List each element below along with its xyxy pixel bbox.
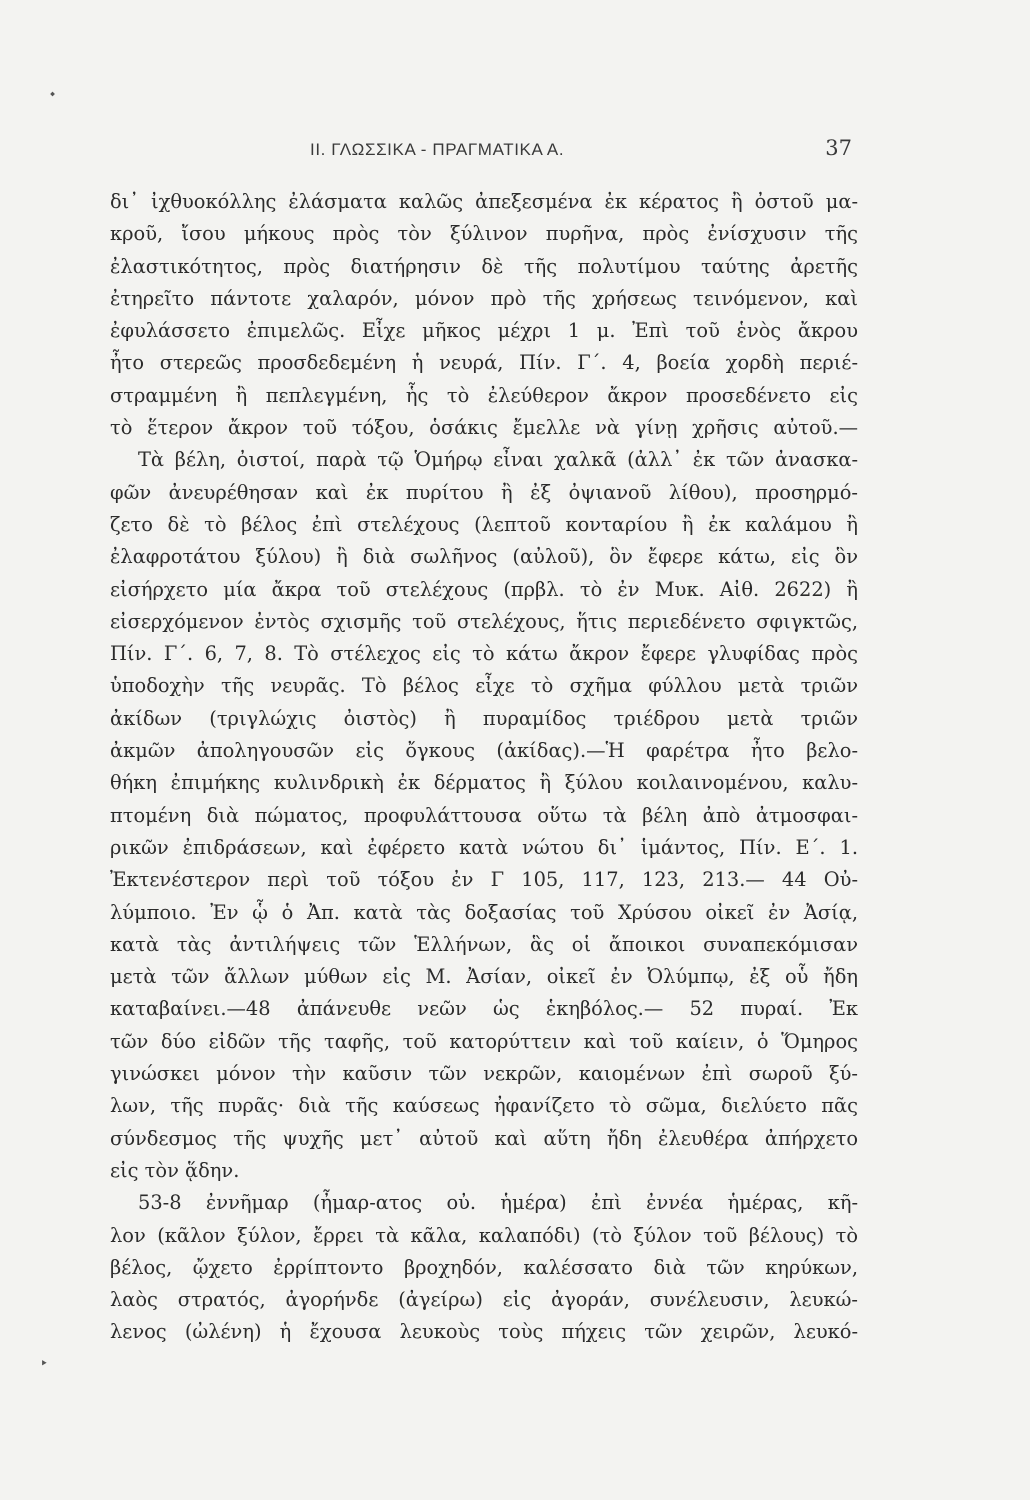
text-line: ἐλαστικότητος, πρὸς διατήρησιν δὲ τῆς πολυτίμου ταύτης ἀρετῆς xyxy=(110,254,858,278)
text-line: ἀκίδων (τριγλώχις ὀιστὸς) ἢ πυραμίδος τριέδρου μετὰ τριῶν xyxy=(110,706,858,730)
body-text xyxy=(110,186,858,1349)
text-line: 53-8 ἐννῆμαρ (ἦμαρ-ατος οὐ. ἡμέρα) ἐπὶ ἐννέα ἡμέρας, κῆ- xyxy=(138,1191,858,1215)
margin-mark-icon: ⬩ xyxy=(50,86,56,102)
text-line: γινώσκει μόνον τὴν καῦσιν τῶν νεκρῶν, καιομένων ἐπὶ σωροῦ ξύ- xyxy=(110,1062,858,1086)
running-head: II. ΓΛΩΣΣΙΚΑ - ΠΡΑΓΜΑΤΙΚΑ Α. xyxy=(310,140,565,159)
text-line: ἦτο στερεῶς προσδεδεμένη ἡ νευρά, Πίν. Γ΄. 4, βοεία χορδὴ περιέ- xyxy=(110,351,858,375)
text-line: λαὸς στρατός, ἀγορήνδε (ἀγείρω) εἰς ἀγοράν, συνέλευσιν, λευκώ- xyxy=(110,1288,858,1312)
margin-mark-icon: ‣ xyxy=(40,1356,49,1372)
text-line: σύνδεσμος τῆς ψυχῆς μετ᾽ αὐτοῦ καὶ αὕτη ἤδη ἐλευθέρα ἀπήρχετο xyxy=(110,1126,858,1150)
text-line: εἰσερχόμενον ἐντὸς σχισμῆς τοῦ στελέχους, ἥτις περιεδένετο σφιγκτῶς, xyxy=(110,609,858,633)
text-line: Τὰ βέλη, ὀιστοί, παρὰ τῷ Ὁμήρῳ εἶναι χαλκᾶ (ἀλλ᾽ ἐκ τῶν ἀνασκα- xyxy=(138,448,858,472)
text-line: λύμποιο. Ἐν ᾧ ὁ Ἀπ. κατὰ τὰς δοξασίας τοῦ Χρύσου οἰκεῖ ἐν Ἀσίᾳ, xyxy=(110,900,858,924)
text-line: ἐλαφροτάτου ξύλου) ἢ διὰ σωλῆνος (αὐλοῦ), ὃν ἔφερε κάτω, εἰς ὃν xyxy=(110,545,858,569)
text-line: ζετο δὲ τὸ βέλος ἐπὶ στελέχους (λεπτοῦ κονταρίου ἢ ἐκ καλάμου ἢ xyxy=(110,512,858,536)
page-header xyxy=(110,136,852,170)
text-line: καταβαίνει.—48 ἀπάνευθε νεῶν ὡς ἑκηβόλος.— 52 πυραί. Ἐκ xyxy=(110,997,858,1021)
text-line: λων, τῆς πυρᾶς· διὰ τῆς καύσεως ἠφανίζετο τὸ σῶμα, διελύετο πᾶς xyxy=(110,1094,858,1118)
text-line: εἰσήρχετο μία ἄκρα τοῦ στελέχους (πρβλ. τὸ ἐν Μυκ. Αἰθ. 2622) ἢ xyxy=(110,577,858,601)
text-line: δι᾽ ἰχθυοκόλλης ἐλάσματα καλῶς ἀπεξεσμένα ἐκ κέρατος ἢ ὀστοῦ μα- xyxy=(110,190,858,213)
text-line: φῶν ἀνευρέθησαν καὶ ἐκ πυρίτου ἢ ἐξ ὀψιανοῦ λίθου), προσηρμό- xyxy=(110,480,858,504)
text-line: Πίν. Γ΄. 6, 7, 8. Τὸ στέλεχος εἰς τὸ κάτω ἄκρον ἔφερε γλυφίδας πρὸς xyxy=(110,642,858,666)
text-line: βέλος, ᾤχετο ἐρρίπτοντο βροχηδόν, καλέσσατο διὰ τῶν κηρύκων, xyxy=(110,1255,858,1279)
text-line: εἰς τὸν ᾅδην. xyxy=(110,1158,240,1182)
text-line: μετὰ τῶν ἄλλων μύθων εἰς Μ. Ἀσίαν, οἰκεῖ ἐν Ὀλύμπῳ, ἐξ οὗ ἤδη xyxy=(110,965,858,989)
text-line: ἐφυλάσσετο ἐπιμελῶς. Εἶχε μῆκος μέχρι 1 μ. Ἐπὶ τοῦ ἑνὸς ἄκρου xyxy=(110,319,858,343)
text-line: στραμμένη ἢ πεπλεγμένη, ἧς τὸ ἐλεύθερον ἄκρον προσεδένετο εἰς xyxy=(110,383,858,407)
text-line: ὑποδοχὴν τῆς νευρᾶς. Τὸ βέλος εἶχε τὸ σχῆμα φύλλου μετὰ τριῶν xyxy=(110,674,858,698)
text-line: ἀκμῶν ἀποληγουσῶν εἰς ὄγκους (ἀκίδας).—Ἡ φαρέτρα ἦτο βελο- xyxy=(110,739,858,763)
text-line: λον (κᾶλον ξύλον, ἔρρει τὰ κᾶλα, καλαπόδι) (τὸ ξύλον τοῦ βέλους) τὸ xyxy=(110,1223,858,1247)
text-line: κροῦ, ἴσου μήκους πρὸς τὸν ξύλινον πυρῆνα, πρὸς ἐνίσχυσιν τῆς xyxy=(110,222,858,246)
text-line: κατὰ τὰς ἀντιλήψεις τῶν Ἑλλήνων, ἃς οἱ ἄποικοι συναπεκόμισαν xyxy=(110,932,858,956)
text-line: Ἐκτενέστερον περὶ τοῦ τόξου ἐν Γ 105, 117, 123, 213.— 44 Οὐ- xyxy=(110,868,858,892)
text-line: λενος (ὠλένη) ἡ ἔχουσα λευκοὺς τοὺς πήχεις τῶν χειρῶν, λευκό- xyxy=(110,1320,858,1344)
text-line: τὸ ἕτερον ἄκρον τοῦ τόξου, ὁσάκις ἔμελλε νὰ γίνῃ χρῆσις αὐτοῦ.— xyxy=(110,416,858,440)
text-line: θήκη ἐπιμήκης κυλινδρικὴ ἐκ δέρματος ἢ ξύλου κοιλαινομένου, καλυ- xyxy=(110,771,858,795)
page-number: 37 xyxy=(825,136,852,160)
text-line: ρικῶν ἐπιδράσεων, καὶ ἐφέρετο κατὰ νώτου δι᾽ ἱμάντος, Πίν. Ε΄. 1. xyxy=(110,835,858,859)
text-line: ἐτηρεῖτο πάντοτε χαλαρόν, μόνον πρὸ τῆς χρήσεως τεινόμενον, καὶ xyxy=(110,286,858,310)
text-line: πτομένη διὰ πώματος, προφυλάττουσα οὕτω τὰ βέλη ἀπὸ ἀτμοσφαι- xyxy=(110,803,858,827)
text-line: τῶν δύο εἰδῶν τῆς ταφῆς, τοῦ κατορύττειν καὶ τοῦ καίειν, ὁ Ὅμηρος xyxy=(110,1029,858,1053)
